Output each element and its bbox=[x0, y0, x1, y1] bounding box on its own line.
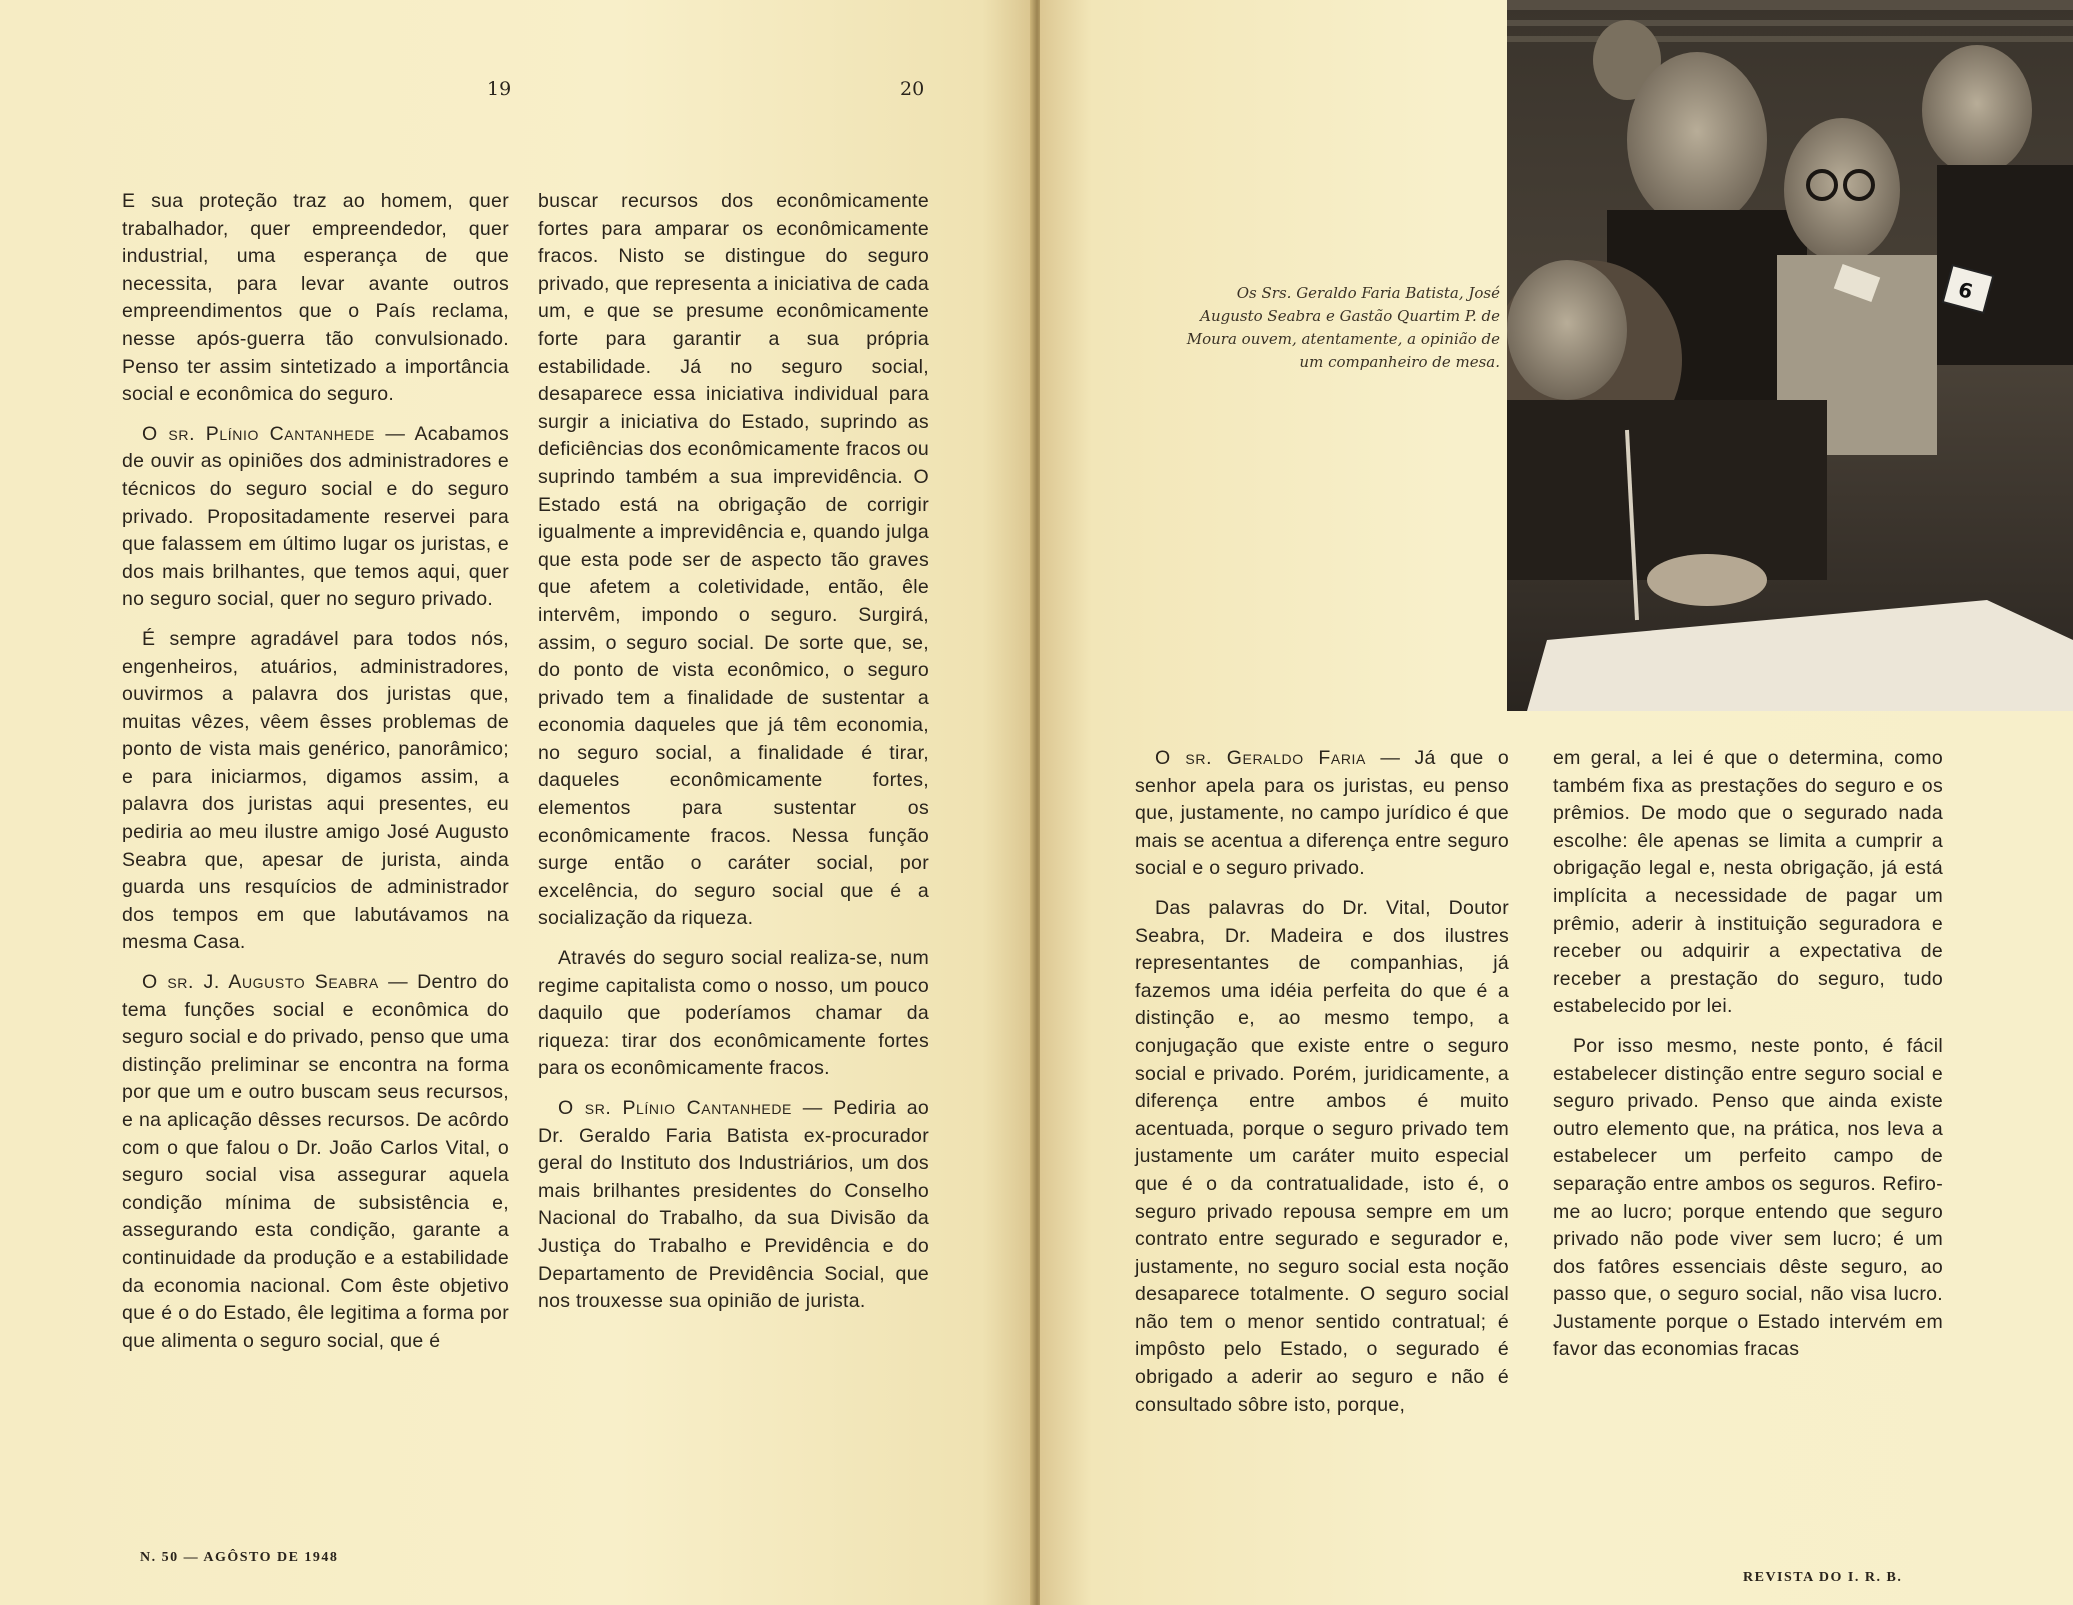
paragraph-text: Por isso mesmo, neste ponto, é fácil estabelecer distinção entre seguro social e seguro privado. Penso que ainda existe outro elemento que, na prática, nos leva a estabelecer um perfeito campo de separação entre ambos os seguros. Refiro-me ao lucro; porque entendo que seguro privado não pode viver sem lucro; é um dos fatôres essenciais dêste seguro, ao passo que, o seguro social, não visa lucro. Justamente porque o Estado intervém em favor das economias fracas bbox=[1553, 1034, 1943, 1361]
paragraph bbox=[1553, 745, 1943, 1021]
paragraph bbox=[122, 626, 509, 957]
paragraph-text: em geral, a lei é que o determina, como também fixa as prestações do seguro e os prêmios. De modo que o segurado nada escolhe: êle apenas se limita a cumprir a obrigação legal e, nesta obrigação, já está implícita a necessidade de pagar um prêmio, aderir à instituição seguradora e receber ou adquirir a expectativa de receber a prestação do seguro, tudo estabelecido por lei. bbox=[1553, 747, 1943, 1018]
paragraph-text: Das palavras do Dr. Vital, Doutor Seabra, Dr. Madeira e dos ilustres representantes de companhias, já fazemos uma idéia perfeita do que é a distinção e, ao mesmo tempo, a conjugação que existe entre o seguro social e privado. Porém, juridicamente, a diferença entre ambos é muito acentuada, porque o seguro privado tem justamente um caráter muito especial que é o da contratualidade, isto é, o seguro privado repousa sempre em um contrato entre segurado e segurador e, justamente, no seguro social esta noção desaparece totalmente. O seguro social não tem o menor sentido contratual; é impôsto pelo Estado, o segurado é obrigado a aderir ao seguro e não é consultado sôbre isto, porque, bbox=[1135, 896, 1509, 1416]
page-number-left: 19 bbox=[487, 78, 512, 100]
paragraph-text: buscar recursos dos econômicamente fortes para amparar os econômicamente fracos. Nisto se distingue do seguro privado, que representa a iniciativa de cada um, e que se presume econômicamente forte para garantir a sua própria estabilidade. Já no seguro social, desaparece essa iniciativa individual para surgir a iniciativa do Estado, suprindo as deficiências dos econômicamente fracos ou suprindo também a sua imprevidência. O Estado está na obrigação de corrigir igualmente a imprevidência e, quando julga que esta pode ser de aspecto tão graves que afetem a coletividade, então, êle intervêm, impondo o seguro. Surgirá, assim, o seguro social. De sorte que, se, do ponto de vista econômico, o seguro privado tem a finalidade de sustentar a economia daqueles que já têm economia, no seguro social, a finalidade é tirar, daqueles econômicamente fortes, elementos para sustentar os econômicamente fracos. Nessa função surge então o caráter social, por excelência, do seguro social que é a socialização da riqueza. bbox=[538, 190, 929, 930]
paragraph bbox=[1135, 895, 1509, 1419]
speaker-name: O sr. Plínio Cantanhede bbox=[558, 1097, 792, 1119]
paragraph-text: — Dentro do tema funções social e econômica do seguro social e do privado, penso que uma distinção preliminar se encontra na forma por que um e outro buscam seus recursos, e na aplicação dêsses recursos. De acôrdo com o que falou o Dr. João Carlos Vital, o seguro social visa assegurar aquela condição mínima de subsistência e, assegurando esta condição, garante a continuidade da produção e a estabilidade da economia nacional. Com êste objetivo que é o do Estado, êle legitima a forma por que alimenta o seguro social, que é bbox=[122, 971, 509, 1352]
paragraph bbox=[538, 945, 929, 1083]
paragraph-text: — Acabamos de ouvir as opiniões dos administradores e técnicos do seguro social e do seguro privado. Propositadamente reservei para que falassem em último lugar os juristas, e dos mais brilhantes, que temos aqui, quer no seguro social, quer no seguro privado. bbox=[122, 422, 509, 611]
speaker-name: O sr. Geraldo Faria bbox=[1155, 747, 1366, 769]
left-column-2 bbox=[538, 188, 929, 1328]
photograph-image bbox=[1507, 0, 2073, 711]
paragraph bbox=[1135, 745, 1509, 883]
left-column-1 bbox=[122, 188, 509, 1367]
paragraph-text: E sua proteção traz ao homem, quer trabalhador, quer empreendedor, quer industrial, uma esperança de que necessita, para levar avante outros empreendimentos que o País reclama, nesse após-guerra tão convulsionado. Penso ter assim sintetizado a importância social e econômica do seguro. bbox=[122, 190, 509, 406]
photo-caption: Os Srs. Geraldo Faria Batista, José Augusto Seabra e Gastão Quartim P. de Moura ouvem, atentamente, a opinião de um companheiro de mesa. bbox=[1186, 284, 1500, 371]
left-page bbox=[0, 0, 1034, 1605]
paragraph bbox=[122, 421, 509, 614]
paragraph bbox=[538, 188, 929, 933]
magazine-footer: REVISTA DO I. R. B. bbox=[1743, 1570, 1903, 1585]
speaker-name: O sr. Plínio Cantanhede bbox=[142, 422, 375, 445]
issue-footer: N. 50 — AGÔSTO DE 1948 bbox=[140, 1550, 339, 1565]
speaker-name: O sr. J. Augusto Seabra bbox=[142, 971, 379, 994]
meeting-photograph bbox=[1507, 0, 2073, 711]
right-column-1 bbox=[1135, 745, 1509, 1431]
paragraph-text: — Já que o senhor apela para os juristas, eu penso que, justamente, no campo jurídico é que mais se acentua a diferença entre seguro social e o seguro privado. bbox=[1135, 747, 1510, 880]
paragraph bbox=[122, 969, 509, 1355]
paragraph-text: Através do seguro social realiza-se, num regime capitalista como o nosso, um pouco daquilo que poderíamos chamar da riqueza: tirar dos econômicamente fortes para os econômicamente fracos. bbox=[538, 947, 929, 1080]
paragraph bbox=[122, 188, 509, 409]
paragraph bbox=[538, 1095, 929, 1316]
badge-number: 6 bbox=[1955, 277, 1976, 304]
right-column-2 bbox=[1553, 745, 1943, 1376]
paragraph-text: É sempre agradável para todos nós, engenheiros, atuários, administradores, ouvirmos a palavra dos juristas que, muitas vêzes, vêem êsses problemas de ponto de vista mais genérico, panorâmico; e para iniciarmos, digamos assim, a palavra dos juristas aqui presentes, eu pediria ao meu ilustre amigo José Augusto Seabra que, apesar de jurista, ainda guarda uns resquícios de administrador dos tempos em que labutávamos na mesma Casa. bbox=[122, 627, 509, 954]
paragraph bbox=[1553, 1033, 1943, 1364]
page-number-right: 20 bbox=[900, 78, 925, 100]
paragraph-text: — Pediria ao Dr. Geraldo Faria Batista ex-procurador geral do Instituto dos Industriários, um dos mais brilhantes presidentes do Conselho Nacional do Trabalho, da sua Divisão da Justiça do Trabalho e Previdência e do Departamento de Previdência Social, que nos trouxesse sua opinião de jurista. bbox=[538, 1097, 929, 1313]
